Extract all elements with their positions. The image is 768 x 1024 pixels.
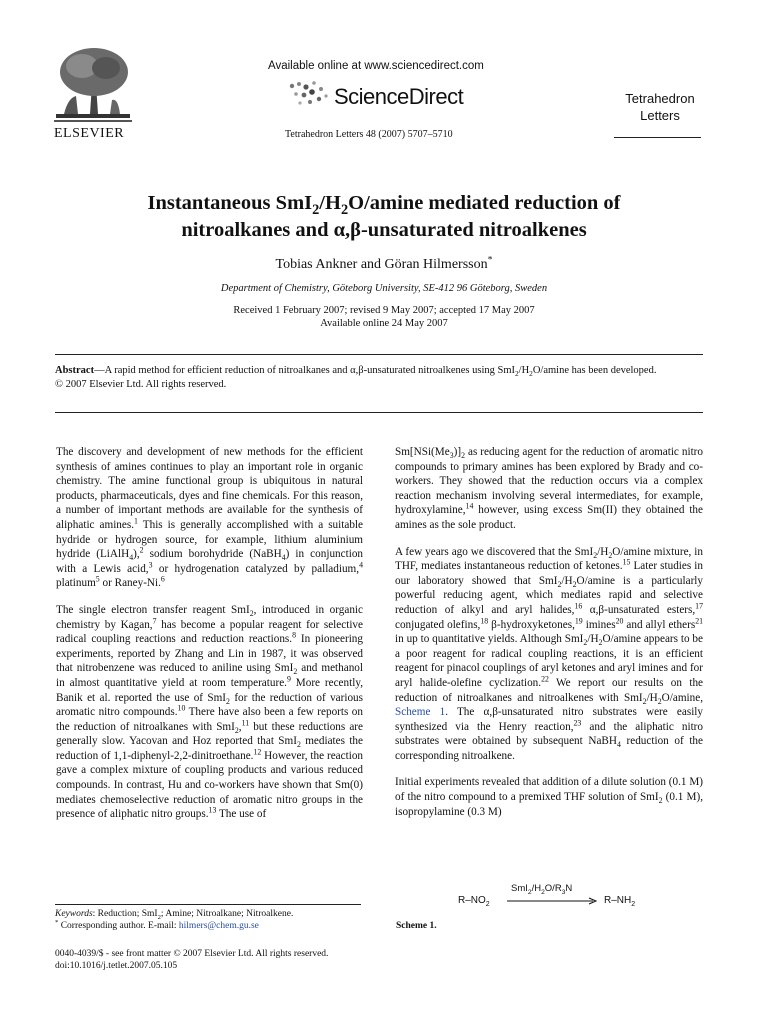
journal-name-line2: Letters xyxy=(640,108,680,123)
sciencedirect-brand: ScienceDirect xyxy=(334,84,464,109)
elsevier-logo xyxy=(52,44,134,141)
elsevier-tree-icon xyxy=(52,44,134,128)
article-dates xyxy=(0,304,768,330)
author-email-link[interactable]: hilmers@chem.gu.se xyxy=(178,921,259,931)
paragraph-4: A few years ago we discovered that the $SmI_2/H_2O$/amine mixture, in THF, mediates instantaneous reduction of ketones.$^{15}$ Later studies in our laboratory showed that $SmI_2/H_2O$/amine is a particularly powerful reducing agent, which mediates rapid and selective reduction of alkyl and aryl halides,$^{16}$ α,β-unsaturated esters,$^{17}$ conjugated olefins,$^{18}$ β-hydroxyketones,$^{19}$ imines$^{20}$ and allyl ethers$^{21}$ in up to quantitative yields. Although $SmI_2/H_2O$/amine appears to be a poor reagent for radical coupling reactions, it is an efficient reagent for pinacol couplings of aryl ketones and aryl imines and for aryl halide-olefine cyclization.$^{22}$ We report our results on the reduction of nitroalkanes and nitroalkenes with $SmI_2/H_2O$/amine, Scheme 1. The α,β-unsaturated nitro substrates were easily synthesized via the Henry reaction,$^{23}$ and the aliphatic nitro substrates were obtained by subsequent NaBH$_4$ reduction of the corresponding nitroalkene. xyxy=(395,545,704,762)
abstract-rule-bottom xyxy=(55,412,703,413)
body-right-column xyxy=(395,445,703,831)
scheme-caption: Scheme 1. xyxy=(396,921,437,931)
body-left-column xyxy=(56,445,363,834)
journal-rule xyxy=(614,137,701,138)
affiliation: Department of Chemistry, Göteborg University, SE-412 96 Göteborg, Sweden xyxy=(220,283,548,294)
footnotes xyxy=(55,908,365,932)
paragraph-1: The discovery and development of new methods for the efficient synthesis of amines continues to play an important role in organic chemistry. The amine functional group is ubiquitous in natural products, pharmaceuticals, dyes and fine chemicals. For this reason, a number of important methods are available for the synthesis of aliphatic amines.$^1$ This is generally accomplished with a suitable hydride or hydrogen source, for example, lithium aluminium hydride (LiAlH$_4$),$^2$ sodium borohydride (NaBH$_4$) in conjunction with a Lewis acid,$^3$ or hydrogenation catalyzed by palladium,$^4$ platinum$^5$ or Raney-Ni.$^6$ xyxy=(56,446,364,590)
journal-name-line1: Tetrahedron xyxy=(625,91,695,106)
authors: Tobias Ankner and Göran Hilmersson* xyxy=(275,254,493,272)
available-online-text: Available online at www.sciencedirect.com xyxy=(268,60,484,72)
corresponding-author: * Corresponding author. E-mail: hilmers@chem.gu.se xyxy=(55,918,259,931)
abstract-text: Abstract—A rapid method for efficient reduction of nitroalkanes and α,β-unsaturated nitroalkenes using $SmI_2/H_2O$/amine has been developed. xyxy=(55,365,657,379)
received-dates: Received 1 February 2007; revised 9 May 2007; accepted 17 May 2007 xyxy=(233,305,535,316)
article-title-line2: nitroalkanes and α,β-unsaturated nitroalkenes xyxy=(181,219,587,241)
front-matter-line: 0040-4039/$ - see front matter © 2007 Elsevier Ltd. All rights reserved. xyxy=(55,949,329,959)
article-title-line1: Instantaneous $SmI_2/H_2O$/amine mediated reduction of xyxy=(147,192,621,219)
journal-name xyxy=(610,90,710,124)
scheme-1-link[interactable]: Scheme 1 xyxy=(395,706,446,719)
publisher-name: ELSEVIER xyxy=(54,126,125,141)
sciencedirect-dots-icon xyxy=(288,80,332,110)
front-matter xyxy=(55,948,328,972)
abstract-rule-top xyxy=(55,354,703,355)
scheme-reagent: $SmI_2/H_2O/R_3N$ xyxy=(511,883,573,896)
scheme-product: $R-NH_2$ xyxy=(604,895,636,908)
article-title xyxy=(0,190,768,244)
paragraph-2: The single electron transfer reagent SmI$_2$, introduced in organic chemistry by Kagan,$^7$ has become a popular reagent for selective radical coupling reactions and reduction reactions.$^8$ In pioneering experiments, reported by Zhang and Lin in 1987, it was observed that nitrobenzene was reduced to aniline using SmI$_2$ and methanol in almost quantitative yield at room temperature.$^9$ More recently, Banik et al. reported the use of SmI$_2$ for the reduction of various aromatic nitro compounds.$^{10}$ There have also been a few reports on the reduction of nitroalkanes with SmI$_2$,$^{11}$ but these reductions are generally slow. Yacovan and Hoz reported that SmI$_2$ mediates the reduction of 1,1-diphenyl-2,2-dinitroethane.$^{12}$ However, the reaction gave a complex mixture of coupling products and various reduced compounds. In contrast, Hu and co-workers have shown that Sm(0) mediates chemoselective reduction of aromatic nitro groups in the presence of aliphatic nitro groups.$^{13}$ The use of xyxy=(56,603,364,821)
paragraph-3: $Sm[NSi(Me_3)]_2$ as reducing agent for the reduction of aromatic nitro compounds to primary amines has been explored by Brady and co-workers. They showed that the reduction occurs via a complex reaction mechanism involving several intermediates, for example, hydroxylamine,$^{14}$ however, using excess Sm(II) they obtained the amines as the sole product. xyxy=(395,446,703,531)
abstract-copyright: © 2007 Elsevier Ltd. All rights reserved. xyxy=(55,378,227,390)
scheme-reactant: $R-NO_2$ xyxy=(458,895,490,908)
paragraph-5: Initial experiments revealed that addition of a dilute solution (0.1 M) of the nitro compound to a premixed THF solution of SmI$_2$ (0.1 M), isopropylamine (0.3 M) xyxy=(395,776,704,818)
footnote-rule xyxy=(55,904,361,905)
online-date: Available online 24 May 2007 xyxy=(320,318,448,329)
keywords: Keywords: Reduction; SmI$_2$; Amine; Nitroalkane; Nitroalkene. xyxy=(55,909,294,921)
journal-citation: Tetrahedron Letters 48 (2007) 5707–5710 xyxy=(285,129,453,140)
abstract xyxy=(55,364,705,391)
scheme-1 xyxy=(455,883,675,913)
doi: doi:10.1016/j.tetlet.2007.05.105 xyxy=(55,961,178,971)
reaction-arrow-icon xyxy=(507,897,597,905)
